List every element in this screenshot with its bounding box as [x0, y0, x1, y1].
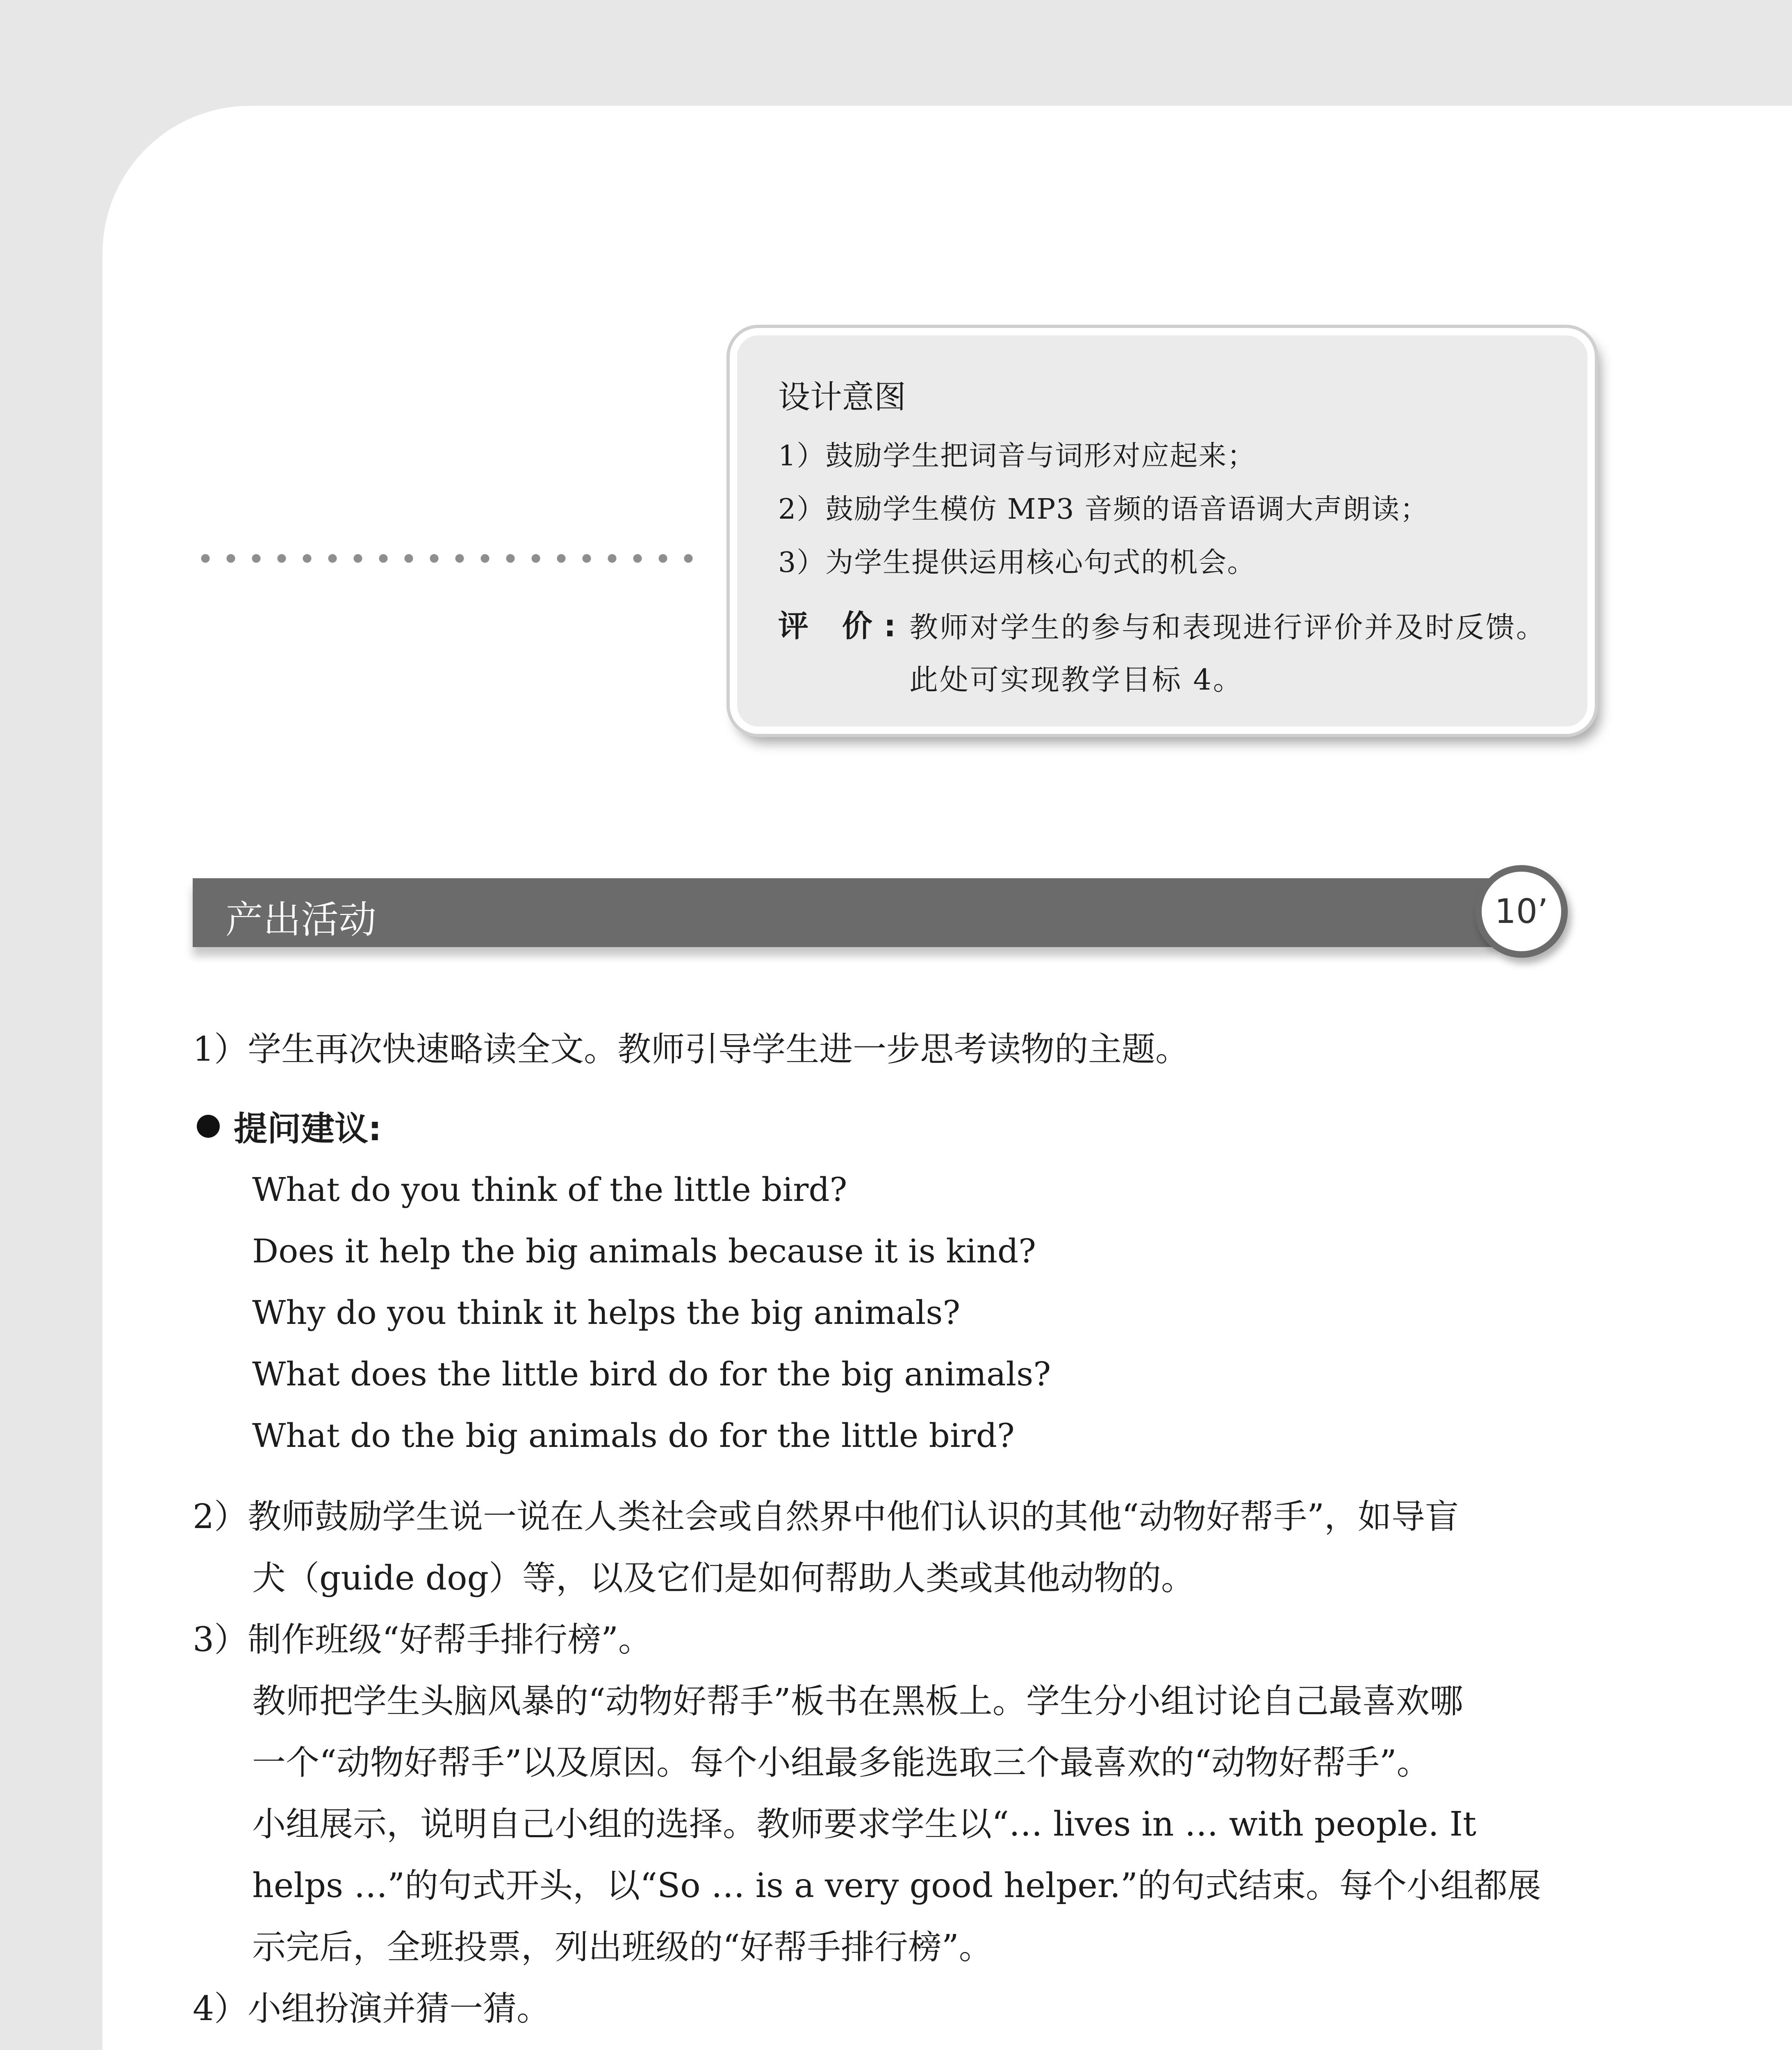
time-badge-label: 10’	[1494, 892, 1548, 931]
step-4-heading: 4）小组扮演并猜一猜。	[193, 1989, 551, 2028]
question-item: What do the big animals do for the little bird?	[252, 1417, 1015, 1455]
time-badge	[1475, 865, 1568, 958]
step-3-line: 示完后，全班投票，列出班级的“好帮手排行榜”。	[252, 1928, 993, 1967]
step-4-line	[252, 2040, 1662, 2050]
question-item: Why do you think it helps the big animals?	[252, 1294, 961, 1332]
section-title: 产出活动	[225, 898, 377, 942]
step-3-line: 一个“动物好帮手”以及原因。每个小组最多能选取三个最喜欢的“动物好帮手”。	[252, 1743, 1430, 1782]
design-intent-line: 2）鼓励学生模仿 MP3 音频的语音语调大声朗读；	[778, 493, 1429, 526]
questions-heading	[197, 1102, 382, 1150]
design-intent-box	[730, 328, 1595, 734]
question-item: What does the little bird do for the big animals?	[252, 1355, 1051, 1393]
step-1-text: 1）学生再次快速略读全文。教师引导学生进一步思考读物的主题。	[193, 1030, 1189, 1069]
section-header-bar	[193, 878, 1496, 947]
step-3-line: 小组展示，说明自己小组的选择。教师要求学生以“… lives in … with people. It	[252, 1805, 1476, 1844]
design-intent-line: 1）鼓励学生把词音与词形对应起来；	[778, 440, 1256, 472]
step-2-line: 2）教师鼓励学生说一说在人类社会或自然界中他们认识的其他“动物好帮手”，如导盲	[193, 1497, 1459, 1536]
question-item: What do you think of the little bird?	[252, 1171, 847, 1209]
step-2-line: 犬（guide dog）等，以及它们是如何帮助人类或其他动物的。	[252, 1559, 1195, 1598]
design-intent-title: 设计意图	[778, 379, 906, 416]
bullet-icon	[197, 1115, 220, 1138]
step-3-line: 教师把学生头脑风暴的“动物好帮手”板书在黑板上。学生分小组讨论自己最喜欢哪	[252, 1682, 1463, 1721]
questions-heading-label: 提问建议:	[234, 1109, 382, 1148]
step-3-line: helps …”的句式开头，以“So … is a very good helper.”的句式结束。每个小组都展	[252, 1866, 1542, 1905]
step-3-heading: 3）制作班级“好帮手排行榜”。	[193, 1620, 652, 1659]
evaluation-text: 教师对学生的参与和表现进行评价并及时反馈。此处可实现教学目标 4。	[909, 610, 1546, 697]
design-intent-line: 3）为学生提供运用核心句式的机会。	[778, 547, 1256, 579]
question-item: Does it help the big animals because it is kind?	[252, 1232, 1036, 1270]
evaluation-label: 评 价:	[778, 608, 908, 644]
dotted-connector	[193, 554, 701, 563]
